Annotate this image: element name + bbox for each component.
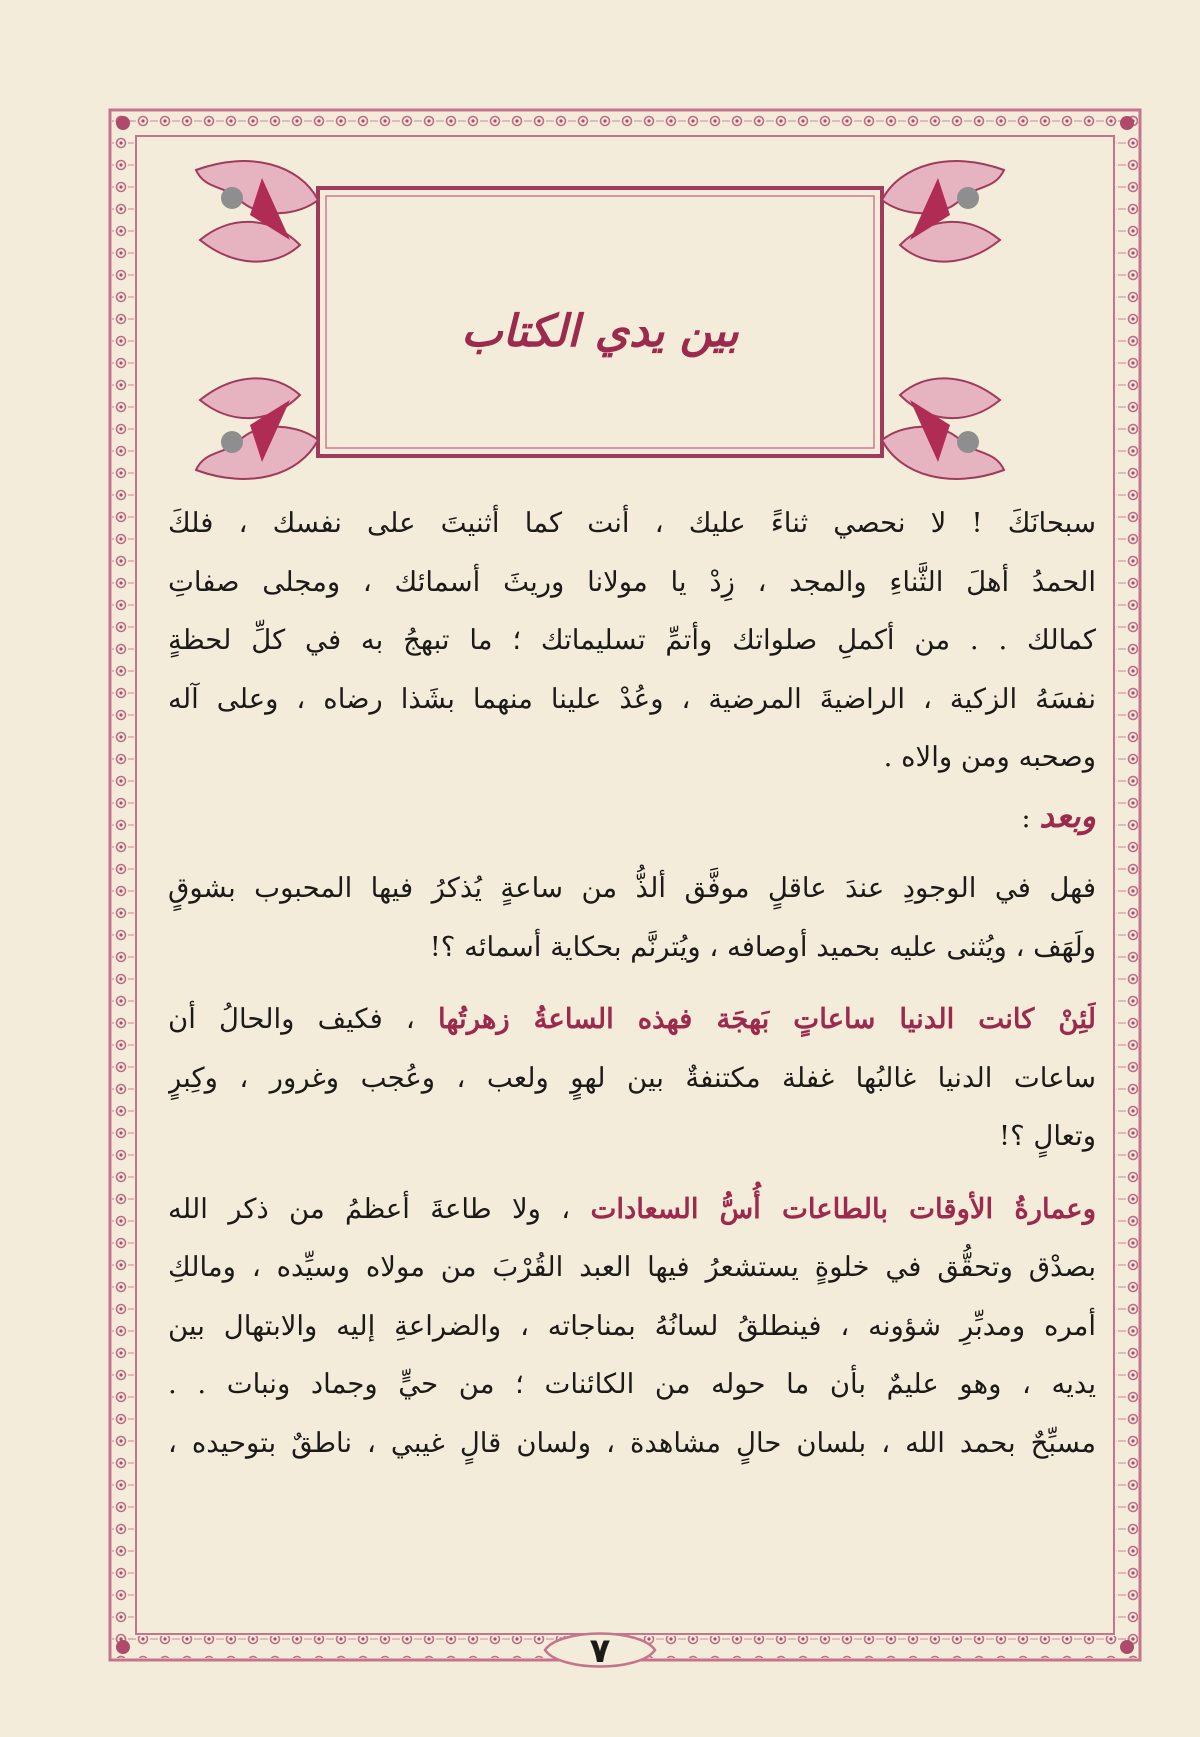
paragraph-question: [168, 859, 1096, 976]
text-segment: ، فكيف والحالُ أن: [168, 1003, 438, 1035]
text-line: [168, 1180, 1096, 1239]
paragraph-dhikr: [168, 1180, 1096, 1473]
text-line: فهل في الوجودِ عندَ عاقلٍ موفَّق ألذُّ من ساعةٍ يُذكرُ فيها المحبوب بشوقٍ: [168, 872, 1096, 904]
text-line: الحمدُ أهلَ الثَّناءِ والمجد ، زِدْ يا مولانا وريثَ أسمائك ، ومجلى صفاتِ: [168, 565, 1096, 598]
chapter-title: بين يدي الكتاب: [461, 306, 739, 357]
page-number: ٧: [589, 1631, 611, 1671]
text-line: وتعالٍ ؟!: [999, 1120, 1096, 1152]
text-line: نفسَهُ الزكية ، الراضيةَ المرضية ، وعُدْ علينا منهما بشَذا رضاه ، وعلى آله: [168, 682, 1096, 715]
paragraph-opening: [168, 494, 1096, 787]
highlighted-phrase: وعمارةُ الأوقات بالطاعات أُسُّ السعادات: [590, 1192, 1096, 1225]
paragraph-worldly-hours: [168, 990, 1096, 1166]
text-line: [168, 990, 1096, 1049]
text-line: ولَهَف ، ويُثنى عليه بحميد أوصافه ، ويُترنَّم بحكاية أسمائه ؟!: [429, 930, 1096, 963]
text-segment: ، ولا طاعةَ أعظمُ من ذكر الله: [168, 1192, 591, 1225]
text-line: مسبِّحٌ بحمد الله ، بلسان حالٍ مشاهدة ، ولسان قالٍ غيبي ، ناطقٌ بتوحيده ،: [168, 1426, 1096, 1459]
wabad-heading: [168, 787, 1096, 846]
text-line: يديه ، وهو عليمٌ بأن ما حوله من الكائنات ؛ من حيٍّ وجماد ونبات . .: [168, 1368, 1096, 1400]
wabad-label: وبعد: [1039, 796, 1096, 835]
highlighted-phrase: لَئِنْ كانت الدنيا ساعاتٍ بَهجَة فهذه الساعةُ زهرتُها: [437, 1003, 1096, 1035]
text-line: وصحبه ومن والاه .: [883, 741, 1096, 773]
main-text: [168, 494, 1096, 1472]
text-line: كمالك . . من أكملِ صلواتك وأتمِّ تسليماتك ؛ ما تبهجُ به في كلِّ لحظةٍ: [168, 624, 1096, 656]
text-line: سبحانَكَ ! لا نحصي ثناءً عليك ، أنت كما أثنيتَ على نفسك ، فلكَ: [168, 507, 1096, 539]
text-line: ساعات الدنيا غالبُها غفلة مكتنفةٌ بين لهوٍ ولعب ، وعُجب وغرور ، وكِبرٍ: [168, 1061, 1096, 1094]
text-line: بصدْق وتحقُّق في خلوةٍ يستشعرُ فيها العبد القُرْبَ من مولاه وسيِّده ، ومالكِ: [168, 1251, 1096, 1283]
wabad-colon: :: [1021, 801, 1040, 834]
text-line: أمره ومدبِّرِ شؤونه ، فينطلقُ لسانُهُ بمناجاته ، والضراعةِ إليه والابتهال بين: [168, 1309, 1096, 1342]
